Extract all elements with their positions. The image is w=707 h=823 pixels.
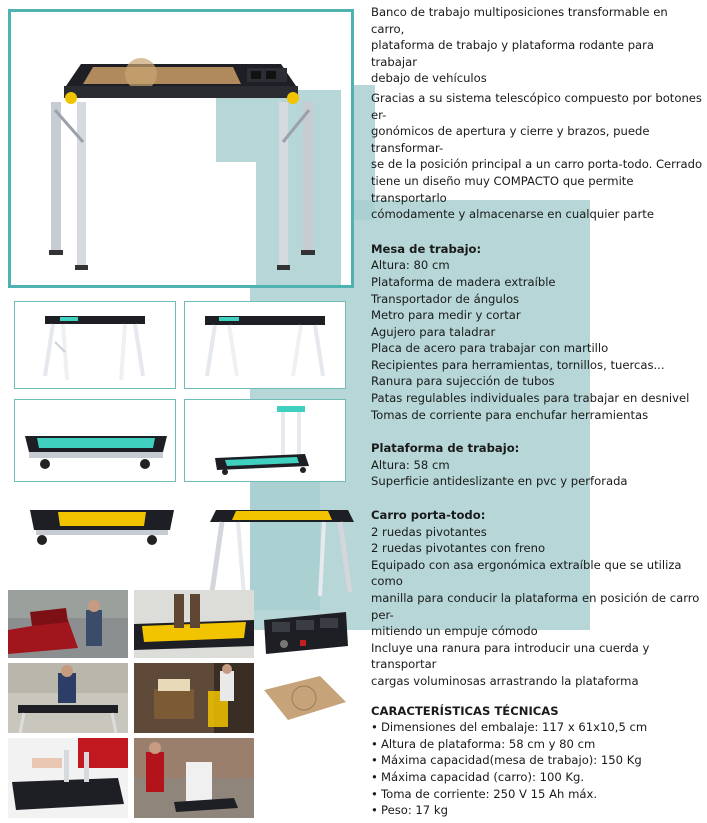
- intro-title-line: debajo de vehículos: [371, 71, 487, 86]
- image-yellow-platform-cart: [22, 500, 184, 546]
- carro-heading: Carro porta-todo:: [371, 508, 486, 523]
- main-product-image: [8, 9, 354, 288]
- tech-heading: CARACTERÍSTICAS TÉCNICAS: [371, 703, 559, 718]
- mesa-item: Placa de acero para trabajar con martillo: [371, 341, 609, 356]
- carro-multi-line: Equipado con asa ergonómica extraíble que se utiliza como: [371, 557, 682, 589]
- workbench-illustration: [11, 12, 351, 285]
- mesa-item: Tomas de corriente para enchufar herramientas: [371, 407, 649, 422]
- carro-multi-line: mitiendo un empuje cómodo: [371, 624, 538, 639]
- carro-item: 2 ruedas pivotantes: [371, 524, 487, 539]
- photo-toolbox-top: [260, 608, 350, 658]
- photo-man-working-table: [8, 663, 128, 733]
- mesa-item: Altura: 80 cm: [371, 258, 450, 273]
- thumb-cart-handle: [184, 399, 346, 482]
- tech-item: • Máxima capacidad (carro): 100 Kg.: [371, 769, 703, 786]
- photo-woman-pushing-cart: [134, 738, 254, 818]
- carro-multi-line: manilla para conducir la plataforma en posición de carro per-: [371, 591, 700, 622]
- photo-cart-with-boxes: [134, 663, 254, 733]
- photo-standing-on-platform: [134, 590, 254, 658]
- intro-desc-line: gonómicos de apertura y cierre y brazos, puede transformar-: [371, 124, 650, 155]
- mesa-item: Patas regulables individuales para trabajar en desnivel: [371, 391, 690, 406]
- description-column: [371, 4, 703, 819]
- plataforma-item: Superficie antideslizante en pvc y perforada: [371, 474, 628, 489]
- thumb-table-white-right: [184, 301, 346, 389]
- tech-item: • Dimensiones del embalaje: 117 x 61x10,5 cm: [371, 719, 703, 736]
- mesa-item: Recipientes para herramientas, tornillos, tuercas...: [371, 357, 665, 372]
- tech-item: • Toma de corriente: 250 V 15 Ah máx.: [371, 786, 703, 803]
- intro-desc-line: Gracias a su sistema telescópico compuesto por botones er-: [371, 90, 702, 122]
- tech-item: • Máxima capacidad(mesa de trabajo): 150 Kg: [371, 752, 703, 769]
- carro-item: 2 ruedas pivotantes con freno: [371, 541, 546, 556]
- intro-desc-line: cómodamente y almacenarse en cualquier parte: [371, 207, 654, 222]
- intro-title-line: plataforma de trabajo y plataforma rodante para trabajar: [371, 38, 655, 69]
- mesa-heading: Mesa de trabajo:: [371, 241, 482, 256]
- tech-item: • Altura de plataforma: 58 cm y 80 cm: [371, 736, 703, 753]
- photo-hands-on-cart: [8, 738, 128, 818]
- thumb-table-white-left: [14, 301, 176, 389]
- mesa-item: Agujero para taladrar: [371, 324, 496, 339]
- mesa-item: Metro para medir y cortar: [371, 308, 521, 323]
- photo-car-trunk: [8, 590, 128, 658]
- thumb-platform-low: [14, 399, 176, 482]
- intro-title-line: Banco de trabajo multiposiciones transformable en carro,: [371, 5, 668, 36]
- photo-wood-protractor: [260, 672, 350, 722]
- tech-item: • Peso: 17 kg: [371, 802, 703, 819]
- plataforma-item: Altura: 58 cm: [371, 457, 450, 472]
- carro-multi-line: cargas voluminosas arrastrando la plataforma: [371, 673, 639, 688]
- image-yellow-workbench: [202, 500, 360, 600]
- mesa-item: Ranura para sujección de tubos: [371, 374, 555, 389]
- mesa-item: Transportador de ángulos: [371, 291, 520, 306]
- intro-desc-line: tiene un diseño muy COMPACTO que permite transportarlo: [371, 173, 634, 205]
- plataforma-heading: Plataforma de trabajo:: [371, 441, 520, 456]
- intro-desc-line: se de la posición principal a un carro porta-todo. Cerrado: [371, 157, 703, 172]
- mesa-item: Plataforma de madera extraíble: [371, 274, 556, 289]
- carro-multi-line: Incluye una ranura para introducir una cuerda y transportar: [371, 640, 650, 672]
